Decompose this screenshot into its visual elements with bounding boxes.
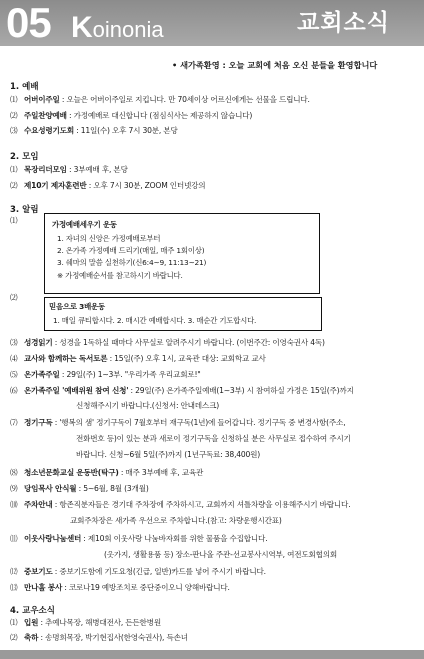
item-label: 중보기도 <box>24 567 53 576</box>
notice-continuation: 교회주차장은 새가족 우선으로 주차합니다.(참고: 차량운행시간표) <box>70 516 282 525</box>
item-text: : 코로나19 예방조치로 중단중이오니 양해바랍니다. <box>62 583 230 592</box>
item-number: ⑺ <box>10 418 18 427</box>
item-number: ⒀ <box>10 583 18 592</box>
welcome-notice: • 새가족환영 : 오늘 교회에 처음 오신 분들을 환영합니다 <box>172 60 378 70</box>
item-label: 축하 <box>24 633 39 642</box>
worship-item-1 <box>10 95 310 105</box>
notice-continuation: 전화번호 등)이 있는 분과 새로이 정기구독을 신청하실 분은 사무실로 접수하여 주시기 <box>76 434 351 443</box>
notice-item <box>10 500 350 510</box>
notice-item <box>10 354 266 364</box>
item-text: : 매주 3부예배 후, 교육관 <box>118 468 204 477</box>
box-line: ※ 가정예배순서를 참고하시기 바랍니다. <box>57 271 183 280</box>
item-label: 만나홀 봉사 <box>24 583 63 592</box>
section-title-worship: 1. 예배 <box>10 82 39 92</box>
item-label: 당임목사 안식월 <box>24 484 77 493</box>
item-number: ⑴ <box>10 95 18 104</box>
box1-number: ⑴ <box>10 216 18 225</box>
item-number: ⑹ <box>10 386 18 395</box>
brand-rest: oinonia <box>92 17 164 42</box>
item-label: 입원 <box>24 618 39 627</box>
notice-continuation: (옷가지, 생활용품 등) 장소-판나올 주관-선교봉사시역부, 여전도회협의회 <box>104 550 338 559</box>
brand-initial: K <box>71 11 93 44</box>
worship-item-2 <box>10 111 252 121</box>
item-text: : 오후 7시 30분, ZOOM 인터넷강의 <box>86 181 206 190</box>
member-news-item <box>10 618 161 628</box>
item-number: ⑻ <box>10 468 18 477</box>
item-label: 주일찬양예배 <box>24 111 67 120</box>
item-label: 목장리더모임 <box>24 165 67 174</box>
item-number: ⑶ <box>10 338 18 347</box>
item-text: : 가정예배로 대신합니다 (점심식사는 제공하지 않습니다) <box>66 111 253 120</box>
family-worship-box <box>44 213 320 294</box>
item-label: 수요성령기도회 <box>24 126 74 135</box>
section-title-notices: 3. 알림 <box>10 205 39 215</box>
item-text: : 항존직분자들은 경기대 주차장에 주차하시고, 교회까지 셔틀차량을 이용해주시기 바랍니다. <box>52 500 351 509</box>
item-text: : 성경을 1독하실 때마다 사무실로 알려주시기 바랍니다. (이번주간: 이영숙권사 4독) <box>52 338 325 347</box>
item-number: ⑾ <box>10 534 18 543</box>
item-text: : 송명희목장, 박기현집사(한영숙권사), 득손녀 <box>38 633 188 642</box>
item-number: ⑴ <box>10 165 18 174</box>
box-line: 3. 쉐마의 말씀 실천하기(신6:4~9, 11:13~21) <box>57 258 207 267</box>
item-text: : 제10회 이웃사랑 나눔바자회를 위한 물품을 수집합니다. <box>81 534 268 543</box>
item-number: ⑵ <box>10 633 18 642</box>
item-text: : 11일(수) 오후 7시 30분, 본당 <box>73 126 178 135</box>
notice-item <box>10 583 230 593</box>
item-label: 성경읽기 <box>24 338 53 347</box>
item-number: ⑼ <box>10 484 18 493</box>
item-text: : 추예나목장, 해병대전사, 든든한병원 <box>38 618 161 627</box>
item-number: ⑶ <box>10 126 18 135</box>
item-number: ⑽ <box>10 500 18 509</box>
item-label: 온가족주일 <box>24 370 60 379</box>
item-text: : 5~6월, 8월 (3개월) <box>76 484 149 493</box>
issue-number: 05 <box>6 0 51 46</box>
item-number: ⑵ <box>10 181 18 190</box>
item-text: : 오늘은 어버이주일로 지킵니다. 만 70세이상 어르신에게는 선물을 드립니다. <box>59 95 310 104</box>
meeting-item-2 <box>10 181 205 191</box>
brand-name <box>71 11 164 44</box>
notice-item <box>10 468 203 478</box>
notice-item <box>10 534 267 544</box>
item-label: 어버이주일 <box>24 95 60 104</box>
item-label: 온가족주일 '예배위원 참여 신청' <box>24 386 129 395</box>
item-label: 제10기 제자훈련반 <box>24 181 87 190</box>
footer-bar <box>0 650 424 659</box>
header-banner <box>0 0 424 46</box>
box-line: 1. 자녀의 신앙은 가정예배로부터 <box>57 234 161 243</box>
item-label: 주차안내 <box>24 500 53 509</box>
page-title: 교회소식 <box>297 10 390 36</box>
box-title: 가정예배세우기 운동 <box>52 220 117 229</box>
box2-number: ⑵ <box>10 293 18 302</box>
item-text: : 29일(주) 온가족주일예배(1~3부) 시 참여하실 가정은 15일(주)까지 <box>128 386 354 395</box>
item-number: ⑸ <box>10 370 18 379</box>
notice-item <box>10 370 201 380</box>
item-text: : 3부예배 후, 본당 <box>66 165 128 174</box>
worship-item-3 <box>10 126 178 136</box>
item-text: : 15일(주) 오후 1시, 교육관 대상: 교회학교 교사 <box>107 354 266 363</box>
section-title-member-news: 4. 교우소식 <box>10 606 55 616</box>
item-number: ⑿ <box>10 567 18 576</box>
notice-item <box>10 484 149 494</box>
box-line: 1. 매일 큐티합시다. 2. 매시간 예배합시다. 3. 매순간 기도합시다. <box>53 316 257 325</box>
item-number: ⑴ <box>10 618 18 627</box>
faith-campaign-box <box>44 297 322 331</box>
item-label: 정기구독 <box>24 418 53 427</box>
meeting-item-1 <box>10 165 128 175</box>
notice-item <box>10 567 266 577</box>
box-line: 2. 온가족 가정예배 드리기(매일, 매주 1회이상) <box>57 246 205 255</box>
notice-continuation: 바랍니다. 신청~6월 5일(주)까지 (1년구독료: 38,400원) <box>76 450 261 459</box>
item-text: : 중보기도함에 기도요청(긴급, 일반)카드를 넣어 주시기 바랍니다. <box>52 567 266 576</box>
item-number: ⑵ <box>10 111 18 120</box>
item-text: : 29일(주) 1~3부. "우리가족 우리교회로!" <box>59 370 201 379</box>
notice-item <box>10 418 345 428</box>
notice-item <box>10 386 354 396</box>
notice-continuation: 신청해주시기 바랍니다.(신청서: 안내데스크) <box>76 401 219 410</box>
section-title-meetings: 2. 모임 <box>10 152 39 162</box>
box-title: 믿음으로 3배운동 <box>49 302 105 311</box>
item-label: 청소년문화교실 운동반(탁구) <box>24 468 119 477</box>
item-label: 이웃사랑나눔센터 <box>24 534 82 543</box>
item-label: 교사와 함께하는 독서토론 <box>24 354 108 363</box>
item-number: ⑷ <box>10 354 18 363</box>
member-news-item <box>10 633 188 643</box>
notice-item <box>10 338 325 348</box>
item-text: : '행복의 샘' 정기구독이 7월호부터 재구독(1년)에 들어갑니다. 정기구독 중 변경사항(주소, <box>52 418 346 427</box>
